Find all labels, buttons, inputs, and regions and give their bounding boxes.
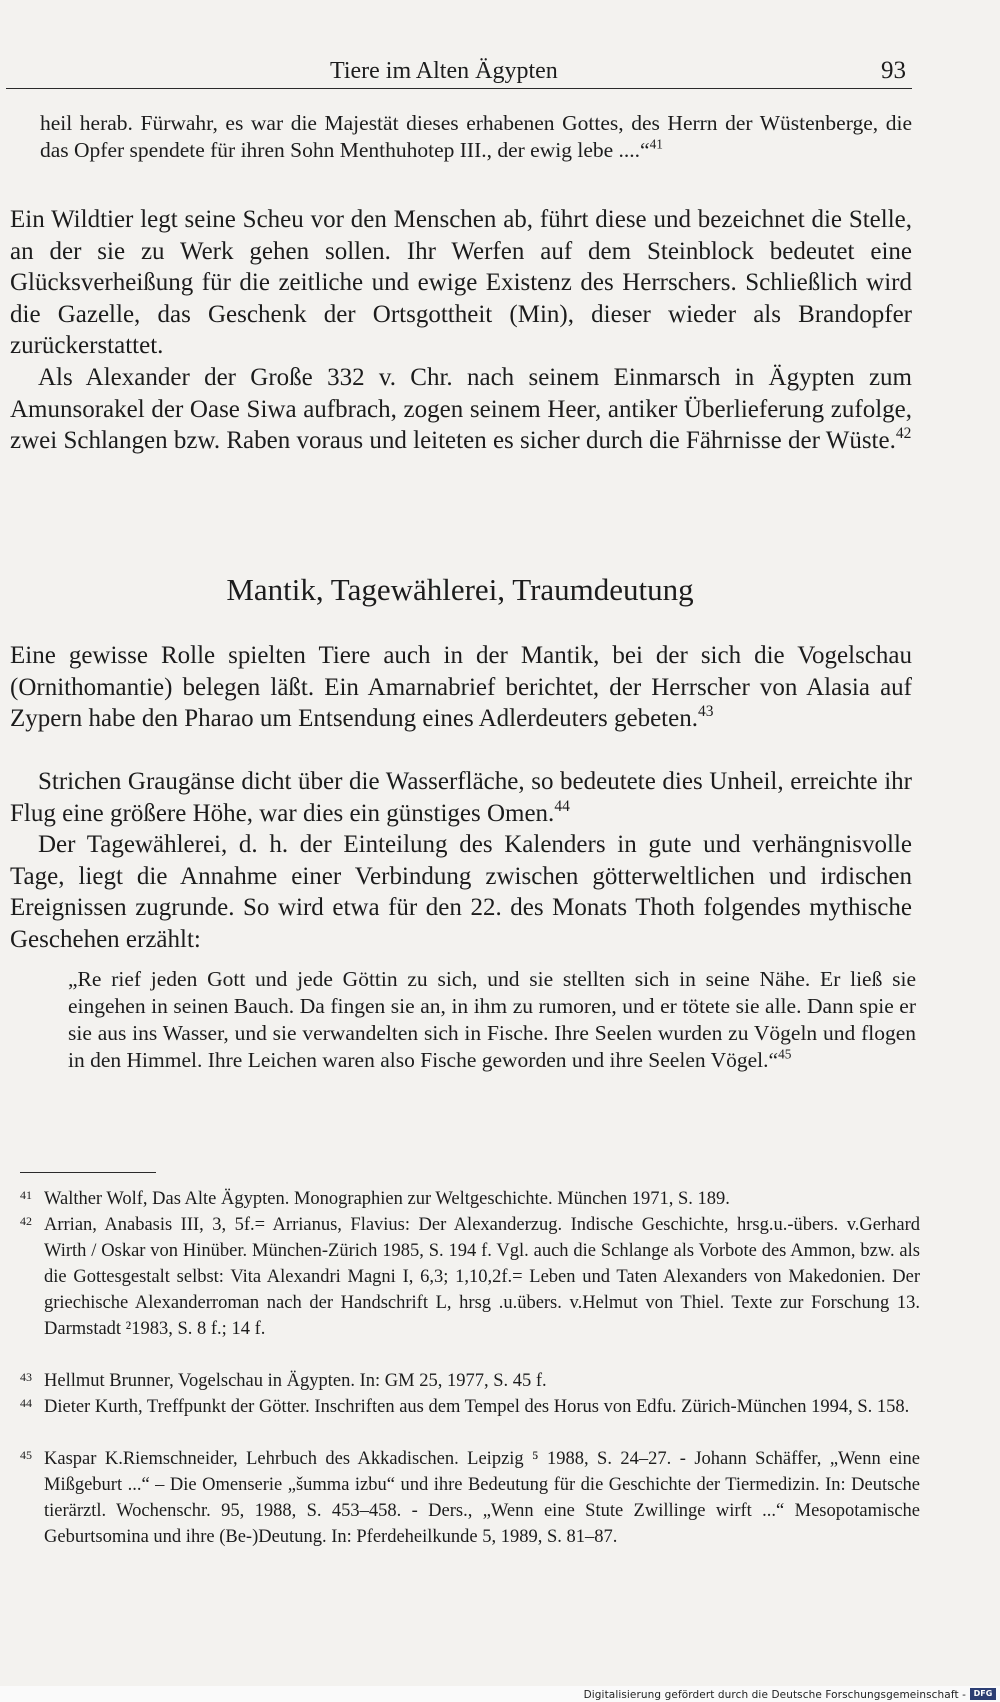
paragraph-text: Eine gewisse Rolle spielten Tiere auch in der Mantik, bei der sich die Vogelschau (Ornithomantie) belegen läßt. Ein Amarnabrief berichtet, der Herrscher von Alasia auf Zypern habe den Pharao um Entsendung eines Adlerdeuters gebeten.: [10, 642, 912, 732]
footnote-ref-44[interactable]: 44: [554, 797, 570, 815]
footnote-ref-43[interactable]: 43: [697, 702, 714, 720]
footnote-ref-45[interactable]: 45: [778, 1046, 792, 1062]
footnote-number: 43: [20, 1370, 32, 1384]
block-quote: [68, 966, 916, 1074]
page-number: 93: [881, 57, 906, 84]
section-heading: Mantik, Tagewählerei, Traumdeutung: [226, 572, 694, 607]
footnote-text: Walther Wolf, Das Alte Ägypten. Monographien zur Weltgeschichte. München 1971, S. 189.: [44, 1189, 730, 1209]
footnote-text: Kaspar K.Riemschneider, Lehrbuch des Akkadischen. Leipzig ⁵ 1988, S. 24–27. - Johann Schäffer, „Wenn eine Mißgeburt ...“ – Die Omenserie „šumma izbu“ und ihre Bedeutung für die Geschichte der Tiermedizin. In: Deutsche tierärztl. Wochenschr. 95, 1988, S. 453–458. - Ders., „Wenn eine Stute Zwillinge wirft ...“ Mesopotamische Geburtsomina und ihre (Be-)Deutung. In: Pferdeheilkunde 5, 1989, S. 81–87.: [44, 1449, 920, 1547]
running-title: Tiere im Alten Ägypten: [330, 58, 558, 84]
footnote-44: [20, 1394, 920, 1420]
footnote-41: [20, 1186, 920, 1212]
footnote-number: 41: [20, 1188, 32, 1202]
dfg-logo: DFG: [970, 1688, 996, 1700]
paragraph: [10, 766, 912, 829]
paragraph-text: Als Alexander der Große 332 v. Chr. nach seinem Einmarsch in Ägypten zum Amunsorakel der Oase Siwa aufbrach, zogen seinem Heer, antiker Überlieferung zufolge, zwei Schlangen bzw. Raben voraus und leiteten es sicher durch die Fährnisse der Wüste.: [10, 364, 912, 454]
page-header: [6, 56, 912, 89]
footnote-number: 45: [20, 1448, 32, 1462]
block-quote-text: „Re rief jeden Gott und jede Göttin zu sich, und sie stellten sich in seine Nähe. Er ließ sie eingehen in seinen Bauch. Da fingen sie an, in ihm zu rumoren, und er tötete sie alle. Dann spie er sie aus ins Wasser, und sie verwandelten sich in Fische. Ihre Seelen wurden zu Vögeln und flogen in den Himmel. Ihre Leichen waren also Fische geworden und ihre Seelen Vögel.“: [68, 967, 916, 1072]
paragraph-text: Strichen Graugänse dicht über die Wasserfläche, so bedeutete dies Unheil, erreichte ihr Flug eine größere Höhe, war dies ein günstiges Omen.: [10, 768, 912, 827]
footnote-43: [20, 1368, 920, 1394]
quote-continuation: [40, 110, 912, 164]
paragraph: [10, 362, 912, 457]
paragraph: [10, 640, 912, 735]
footnote-number: 44: [20, 1396, 32, 1410]
digitization-credit: Digitalisierung gefördert durch die Deutsche Forschungsgemeinschaft -: [583, 1689, 966, 1701]
footnote-number: 42: [20, 1214, 32, 1228]
footnote-text: Hellmut Brunner, Vogelschau in Ägypten. In: GM 25, 1977, S. 45 f.: [44, 1371, 547, 1391]
footnote-42: [20, 1212, 920, 1342]
paragraph-text: Der Tagewählerei, d. h. der Einteilung des Kalenders in gute und verhängnisvolle Tage, liegt die Annahme einer Verbindung zwischen götterweltlichen und irdischen Ereignissen zugrunde. So wird etwa für den 22. des Monats Thoth folgendes mythische Geschehen erzählt:: [10, 831, 912, 953]
footnote-45: [20, 1446, 920, 1550]
footnote-divider: [20, 1172, 156, 1173]
paragraph: [10, 829, 912, 955]
quote-continuation-text: heil herab. Fürwahr, es war die Majestät dieses erhabenen Gottes, des Herrn der Wüstenberge, die das Opfer spendete für ihren Sohn Menthuhotep III., der ewig lebe ....“: [40, 111, 912, 162]
paragraph-text: Ein Wildtier legt seine Scheu vor den Menschen ab, führt diese und bezeichnet die Stelle, an der sie zu Werk gehen sollen. Ihr Werfen auf dem Steinblock bedeutet eine Glücksverheißung für die zeitliche und ewige Existenz des Herrschers. Schließlich wird die Gazelle, das Geschenk der Ortsgottheit (Min), dieser wieder als Brandopfer zurückerstattet.: [10, 206, 912, 359]
footnote-text: Dieter Kurth, Treffpunkt der Götter. Inschriften aus dem Tempel des Horus von Edfu. Zürich-München 1994, S. 158.: [44, 1397, 910, 1417]
footnote-text: Arrian, Anabasis III, 3, 5f.= Arrianus, Flavius: Der Alexanderzug. Indische Geschichte, hrsg.u.-übers. v.Gerhard Wirth / Oskar von Hinüber. München-Zürich 1985, S. 194 f. Vgl. auch die Schlange als Vorbote des Ammon, bzw. als die Gottesgestalt selbst: Vita Alexandri Magni I, 6,3; 1,10,2f.= Leben und Taten Alexanders von Makedonien. Der griechische Alexanderroman nach der Handschrift L, hrsg .u.übers. v.Helmut von Thiel. Texte zur Forschung 13. Darmstadt ²1983, S. 8 f.; 14 f.: [44, 1215, 920, 1339]
paragraph: [10, 204, 912, 362]
footnote-ref-41[interactable]: 41: [649, 136, 663, 152]
footnote-ref-42[interactable]: 42: [895, 424, 912, 442]
